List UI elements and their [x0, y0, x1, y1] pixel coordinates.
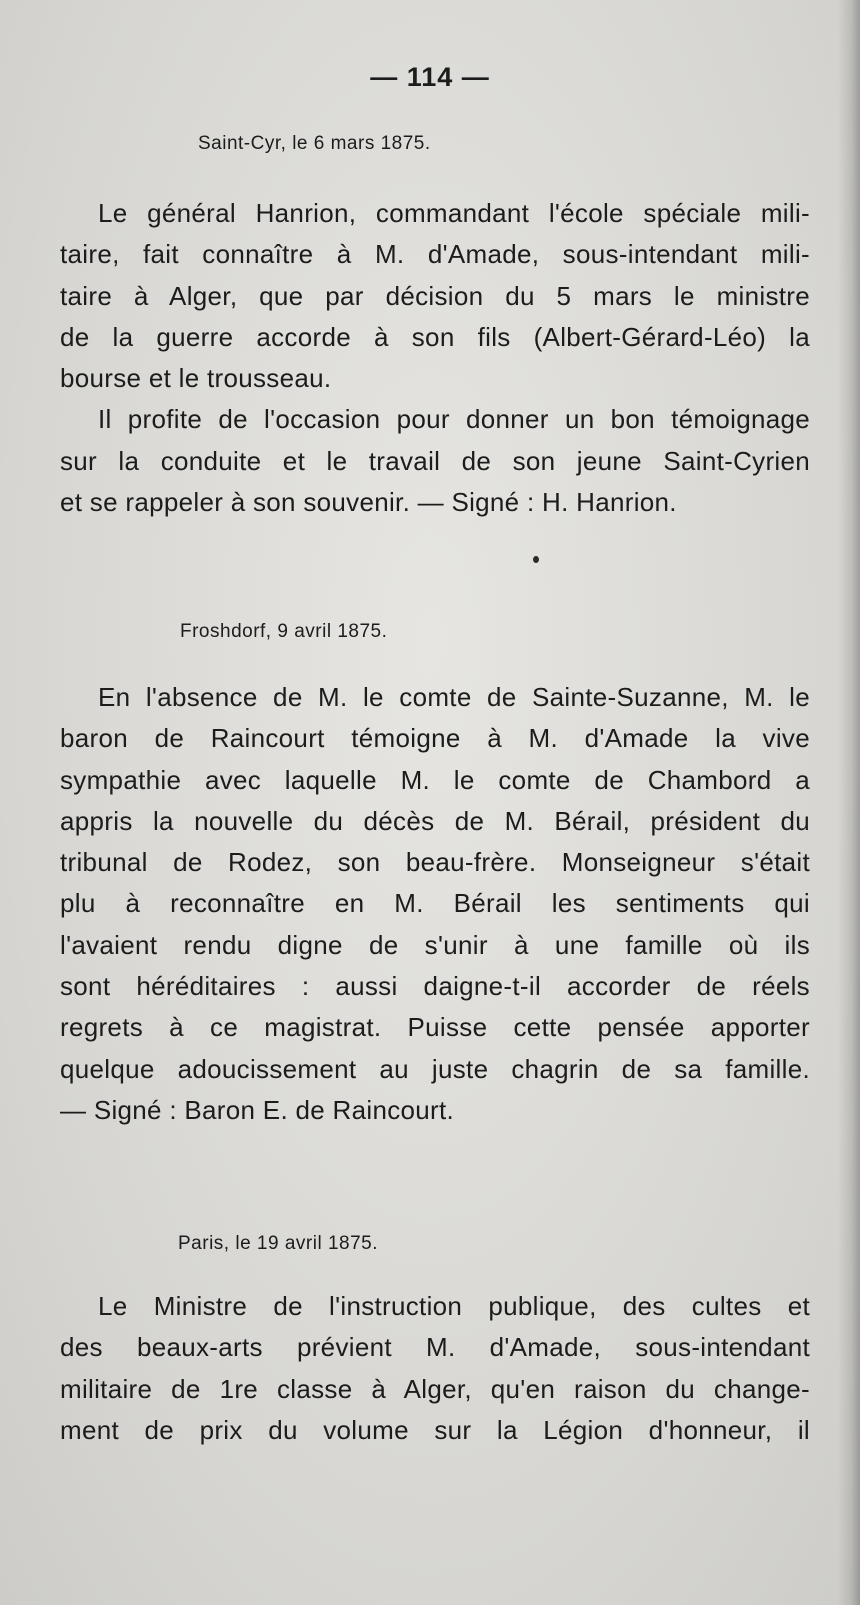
text-line: sympathie avec laquelle M. le comte de Chambord a	[60, 764, 810, 795]
paragraph	[60, 193, 810, 399]
text-line: plu à reconnaître en M. Bérail les sentiments qui	[60, 888, 810, 919]
text-line: regrets à ce magistrat. Puisse cette pensée apporter	[60, 1012, 810, 1043]
text-line: quelque adoucissement au juste chagrin de sa famille.	[60, 1053, 810, 1084]
text-line: taire, fait connaître à M. d'Amade, sous-intendant mili-	[60, 239, 810, 270]
text-line: baron de Raincourt témoigne à M. d'Amade la vive	[60, 723, 810, 754]
text-line: — Signé : Baron E. de Raincourt.	[60, 1094, 455, 1125]
text-line: En l'absence de M. le comte de Sainte-Suzanne, M. le	[98, 682, 810, 712]
dateline-saint-cyr: Saint-Cyr, le 6 mars 1875.	[198, 133, 431, 154]
letter-froshdorf	[60, 677, 810, 1131]
dateline-paris: Paris, le 19 avril 1875.	[178, 1233, 378, 1254]
text-line: taire à Alger, que par décision du 5 mars le ministre	[60, 280, 810, 311]
text-line: bourse et le trousseau.	[60, 363, 332, 394]
text-line: sont héréditaires : aussi daigne-t-il accorder de réels	[60, 971, 810, 1002]
text-line: sur la conduite et le travail de son jeune Saint-Cyrien	[60, 445, 810, 476]
paragraph	[60, 399, 810, 523]
letter-paris	[60, 1286, 810, 1451]
letter-saint-cyr	[60, 193, 810, 523]
text-line: ment de prix du volume sur la Légion d'honneur, il	[60, 1414, 810, 1445]
text-line: et se rappeler à son souvenir. — Signé : H. Hanrion.	[60, 487, 677, 518]
text-line: Le général Hanrion, commandant l'école spéciale mili-	[98, 198, 810, 228]
text-line: appris la nouvelle du décès de M. Bérail, président du	[60, 805, 810, 836]
ink-speck	[533, 556, 539, 563]
text-line: l'avaient rendu digne de s'unir à une famille où ils	[60, 929, 810, 960]
page-number: — 114 —	[370, 62, 490, 92]
text-line: Le Ministre de l'instruction publique, des cultes et	[98, 1291, 810, 1321]
dateline-froshdorf: Froshdorf, 9 avril 1875.	[180, 621, 388, 642]
paragraph	[60, 677, 810, 1131]
page-edge-shadow	[838, 0, 860, 1605]
paragraph	[60, 1286, 810, 1451]
text-line: de la guerre accorde à son fils (Albert-Gérard-Léo) la	[60, 321, 810, 352]
text-line: des beaux-arts prévient M. d'Amade, sous-intendant	[60, 1332, 810, 1363]
text-line: militaire de 1re classe à Alger, qu'en raison du change-	[60, 1373, 810, 1404]
text-line: tribunal de Rodez, son beau-frère. Monseigneur s'était	[60, 847, 810, 878]
text-line: Il profite de l'occasion pour donner un bon témoignage	[98, 404, 810, 435]
